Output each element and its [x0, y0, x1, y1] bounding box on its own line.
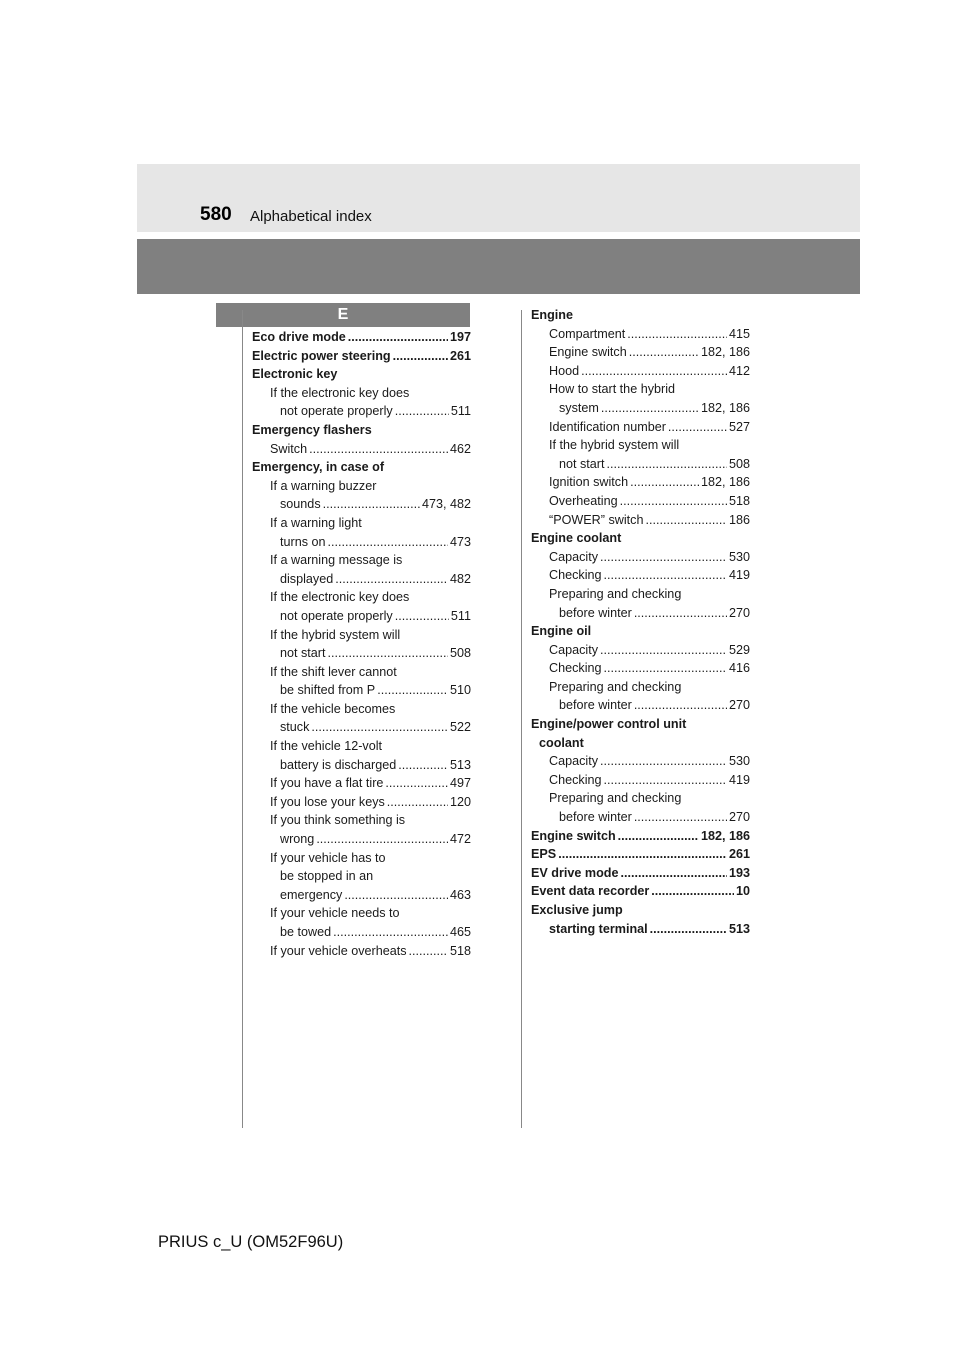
entry-page-ref: 182, 186 [700, 345, 750, 360]
index-entry: If the vehicle becomes [270, 701, 396, 716]
dot-leader [629, 343, 699, 362]
entry-page-ref: 261 [449, 348, 471, 363]
entry-page-ref: 518 [449, 943, 471, 958]
column-rule-left [242, 310, 243, 1128]
entry-page-ref: 270 [728, 698, 750, 713]
dot-leader [328, 644, 448, 663]
dot-leader [601, 399, 699, 418]
entry-page-ref: 527 [728, 419, 750, 434]
index-column-2 [531, 306, 750, 938]
dot-leader [348, 328, 448, 347]
index-letter-tab: E [216, 303, 470, 327]
dot-leader [309, 440, 448, 459]
entry-term: emergency [280, 887, 343, 902]
entry-page-ref: 510 [449, 683, 471, 698]
index-entry [252, 607, 471, 626]
entry-term: Identification number [549, 419, 666, 434]
index-entry: If your vehicle has to [270, 850, 386, 865]
index-entry [531, 343, 750, 362]
index-entry [531, 882, 750, 901]
index-entry [531, 455, 750, 474]
index-entry [252, 793, 471, 812]
index-entry [252, 886, 471, 905]
index-entry [531, 864, 750, 883]
entry-term: before winter [559, 605, 632, 620]
index-entry [531, 492, 750, 511]
index-entry: be stopped in an [280, 869, 374, 884]
entry-term: Compartment [549, 326, 626, 341]
entry-page-ref: 197 [449, 330, 471, 344]
entry-term: not start [280, 646, 326, 661]
entry-term: Checking [549, 772, 602, 787]
dot-leader [328, 533, 448, 552]
entry-page-ref: 508 [449, 646, 471, 661]
index-entry [531, 399, 750, 418]
dot-leader [604, 659, 727, 678]
index-entry: Electronic key [252, 367, 338, 382]
entry-term: If you have a flat tire [270, 776, 384, 791]
entry-page-ref: 530 [728, 754, 750, 769]
entry-page-ref: 270 [728, 810, 750, 825]
entry-term: Overheating [549, 493, 618, 508]
entry-term: Engine switch [549, 345, 627, 360]
index-entry: If you think something is [270, 813, 406, 828]
entry-term: “POWER” switch [549, 512, 644, 527]
index-entry [531, 325, 750, 344]
entry-term: Hood [549, 363, 580, 378]
index-entry [531, 771, 750, 790]
entry-page-ref: 193 [728, 865, 750, 880]
entry-page-ref: 270 [728, 605, 750, 620]
entry-term: not operate properly [280, 404, 393, 419]
dot-leader [311, 718, 448, 737]
entry-term: be shifted from P [280, 683, 376, 698]
entry-page-ref: 261 [728, 847, 750, 862]
index-entry [531, 604, 750, 623]
entry-term: EV drive mode [531, 865, 619, 880]
index-entry [252, 570, 471, 589]
entry-page-ref: 473, 482 [421, 497, 471, 512]
dot-leader [600, 548, 727, 567]
entry-term: Checking [549, 568, 602, 583]
entry-term: Engine switch [531, 828, 616, 843]
dot-leader [634, 604, 727, 623]
dot-leader [627, 325, 727, 344]
index-entry [531, 511, 750, 530]
dot-leader [634, 696, 727, 715]
index-entry [531, 659, 750, 678]
dot-leader [668, 418, 727, 437]
index-entry [252, 402, 471, 421]
dot-leader [344, 886, 448, 905]
index-entry: Engine/power control unit [531, 717, 687, 732]
header-bar [137, 239, 860, 294]
entry-page-ref: 511 [450, 608, 471, 623]
entry-page-ref: 482 [449, 571, 471, 586]
dot-leader [618, 827, 699, 846]
index-entry: If the electronic key does [270, 590, 410, 605]
dot-leader [387, 793, 448, 812]
dot-leader [604, 771, 727, 790]
index-entry [531, 920, 750, 939]
dot-leader [651, 882, 734, 901]
entry-term: Event data recorder [531, 884, 650, 899]
index-entry: How to start the hybrid [549, 382, 675, 397]
entry-page-ref: 182, 186 [700, 400, 750, 415]
index-entry: If the shift lever cannot [270, 664, 397, 679]
entry-page-ref: 182, 186 [700, 828, 750, 843]
index-entry [531, 362, 750, 381]
index-entry: Emergency flashers [252, 422, 372, 437]
dot-leader [645, 511, 727, 530]
entry-term: not operate properly [280, 608, 393, 623]
index-entry [252, 644, 471, 663]
dot-leader [335, 570, 448, 589]
index-entry [531, 548, 750, 567]
index-entry: If your vehicle needs to [270, 906, 400, 921]
entry-page-ref: 511 [450, 404, 471, 419]
dot-leader [385, 774, 448, 793]
entry-page-ref: 186 [728, 512, 750, 527]
entry-term: starting terminal [549, 921, 648, 936]
entry-page-ref: 513 [728, 921, 750, 936]
dot-leader [377, 681, 448, 700]
entry-page-ref: 513 [449, 757, 471, 772]
dot-leader [634, 808, 727, 827]
index-entry: If the electronic key does [270, 385, 410, 400]
entry-term: system [559, 400, 599, 415]
index-entry: If the vehicle 12-volt [270, 739, 383, 754]
entry-term: If your vehicle overheats [270, 943, 407, 958]
index-entry: Emergency, in case of [252, 460, 385, 475]
index-entry [252, 923, 471, 942]
index-entry: If a warning message is [270, 553, 403, 568]
entry-page-ref: 120 [449, 794, 471, 809]
entry-page-ref: 465 [449, 925, 471, 939]
index-entry: If a warning buzzer [270, 478, 377, 493]
index-entry [252, 718, 471, 737]
entry-page-ref: 472 [449, 832, 471, 847]
dot-leader [630, 473, 699, 492]
entry-term: Ignition switch [549, 475, 629, 490]
entry-page-ref: 518 [728, 493, 750, 508]
entry-page-ref: 419 [728, 568, 750, 583]
index-entry [531, 566, 750, 585]
dot-leader [323, 495, 420, 514]
index-entry [252, 533, 471, 552]
dot-leader [650, 920, 727, 939]
index-entry [252, 440, 471, 459]
entry-page-ref: 182, 186 [700, 475, 750, 490]
index-entry [252, 830, 471, 849]
entry-page-ref: 419 [728, 772, 750, 787]
entry-term: before winter [559, 810, 632, 825]
index-entry [531, 752, 750, 771]
entry-page-ref: 497 [449, 776, 471, 791]
entry-term: displayed [280, 571, 334, 586]
entry-page-ref: 10 [735, 884, 750, 899]
dot-leader [558, 845, 727, 864]
entry-term: EPS [531, 847, 557, 862]
entry-term: Capacity [549, 549, 598, 564]
entry-term: battery is discharged [280, 757, 397, 772]
entry-page-ref: 412 [728, 363, 750, 378]
entry-page-ref: 416 [728, 661, 750, 676]
entry-page-ref: 522 [449, 720, 471, 735]
index-entry: If the hybrid system will [549, 438, 680, 453]
entry-term: If you lose your keys [270, 794, 385, 809]
dot-leader [600, 752, 727, 771]
index-entry [252, 756, 471, 775]
column-rule-middle [521, 310, 522, 1128]
entry-term: sounds [280, 497, 321, 512]
entry-term: not start [559, 456, 605, 471]
index-entry: coolant [539, 735, 584, 750]
entry-term: Electric power steering [252, 348, 391, 363]
index-entry [531, 473, 750, 492]
dot-leader [607, 455, 727, 474]
header-band [137, 164, 860, 232]
index-entry: Engine [531, 308, 573, 322]
entry-page-ref: 463 [449, 887, 471, 902]
index-column-1 [252, 328, 471, 960]
entry-term: Capacity [549, 754, 598, 769]
index-entry: If a warning light [270, 515, 362, 530]
entry-page-ref: 529 [728, 642, 750, 657]
dot-leader [398, 756, 448, 775]
dot-leader [600, 641, 727, 660]
entry-term: be towed [280, 925, 332, 939]
index-entry [531, 808, 750, 827]
index-entry [531, 641, 750, 660]
entry-term: Switch [270, 441, 308, 456]
index-entry: Preparing and checking [549, 791, 682, 806]
index-entry [252, 942, 471, 961]
entry-page-ref: 415 [728, 326, 750, 341]
entry-term: wrong [280, 832, 315, 847]
dot-leader [393, 347, 448, 366]
dot-leader [316, 830, 448, 849]
footer-model-code: PRIUS c_U (OM52F96U) [158, 1233, 344, 1251]
index-entry: Engine coolant [531, 531, 622, 546]
dot-leader [581, 362, 727, 381]
index-entry [252, 328, 471, 347]
entry-term: before winter [559, 698, 632, 713]
entry-term: Capacity [549, 642, 598, 657]
page-number: 580 [200, 204, 232, 225]
index-entry [252, 681, 471, 700]
index-entry: Preparing and checking [549, 586, 682, 601]
index-entry: If the hybrid system will [270, 627, 401, 642]
index-entry [531, 696, 750, 715]
entry-term: Eco drive mode [252, 330, 346, 344]
index-entry [252, 495, 471, 514]
index-entry [531, 845, 750, 864]
entry-term: stuck [280, 720, 310, 735]
entry-page-ref: 508 [728, 456, 750, 471]
section-title: Alphabetical index [250, 208, 372, 225]
index-entry: Preparing and checking [549, 679, 682, 694]
dot-leader [395, 402, 449, 421]
dot-leader [621, 864, 727, 883]
index-entry [252, 347, 471, 366]
dot-leader [395, 607, 449, 626]
entry-page-ref: 462 [449, 441, 471, 456]
index-entry [531, 827, 750, 846]
index-entry: Exclusive jump [531, 903, 623, 917]
dot-leader [604, 566, 727, 585]
index-entry [252, 774, 471, 793]
entry-term: Checking [549, 661, 602, 676]
entry-page-ref: 473 [449, 534, 471, 549]
entry-page-ref: 530 [728, 549, 750, 564]
index-entry [531, 418, 750, 437]
dot-leader [333, 923, 448, 942]
index-entry: Engine oil [531, 624, 592, 639]
entry-term: turns on [280, 534, 326, 549]
dot-leader [409, 942, 448, 961]
dot-leader [620, 492, 727, 511]
